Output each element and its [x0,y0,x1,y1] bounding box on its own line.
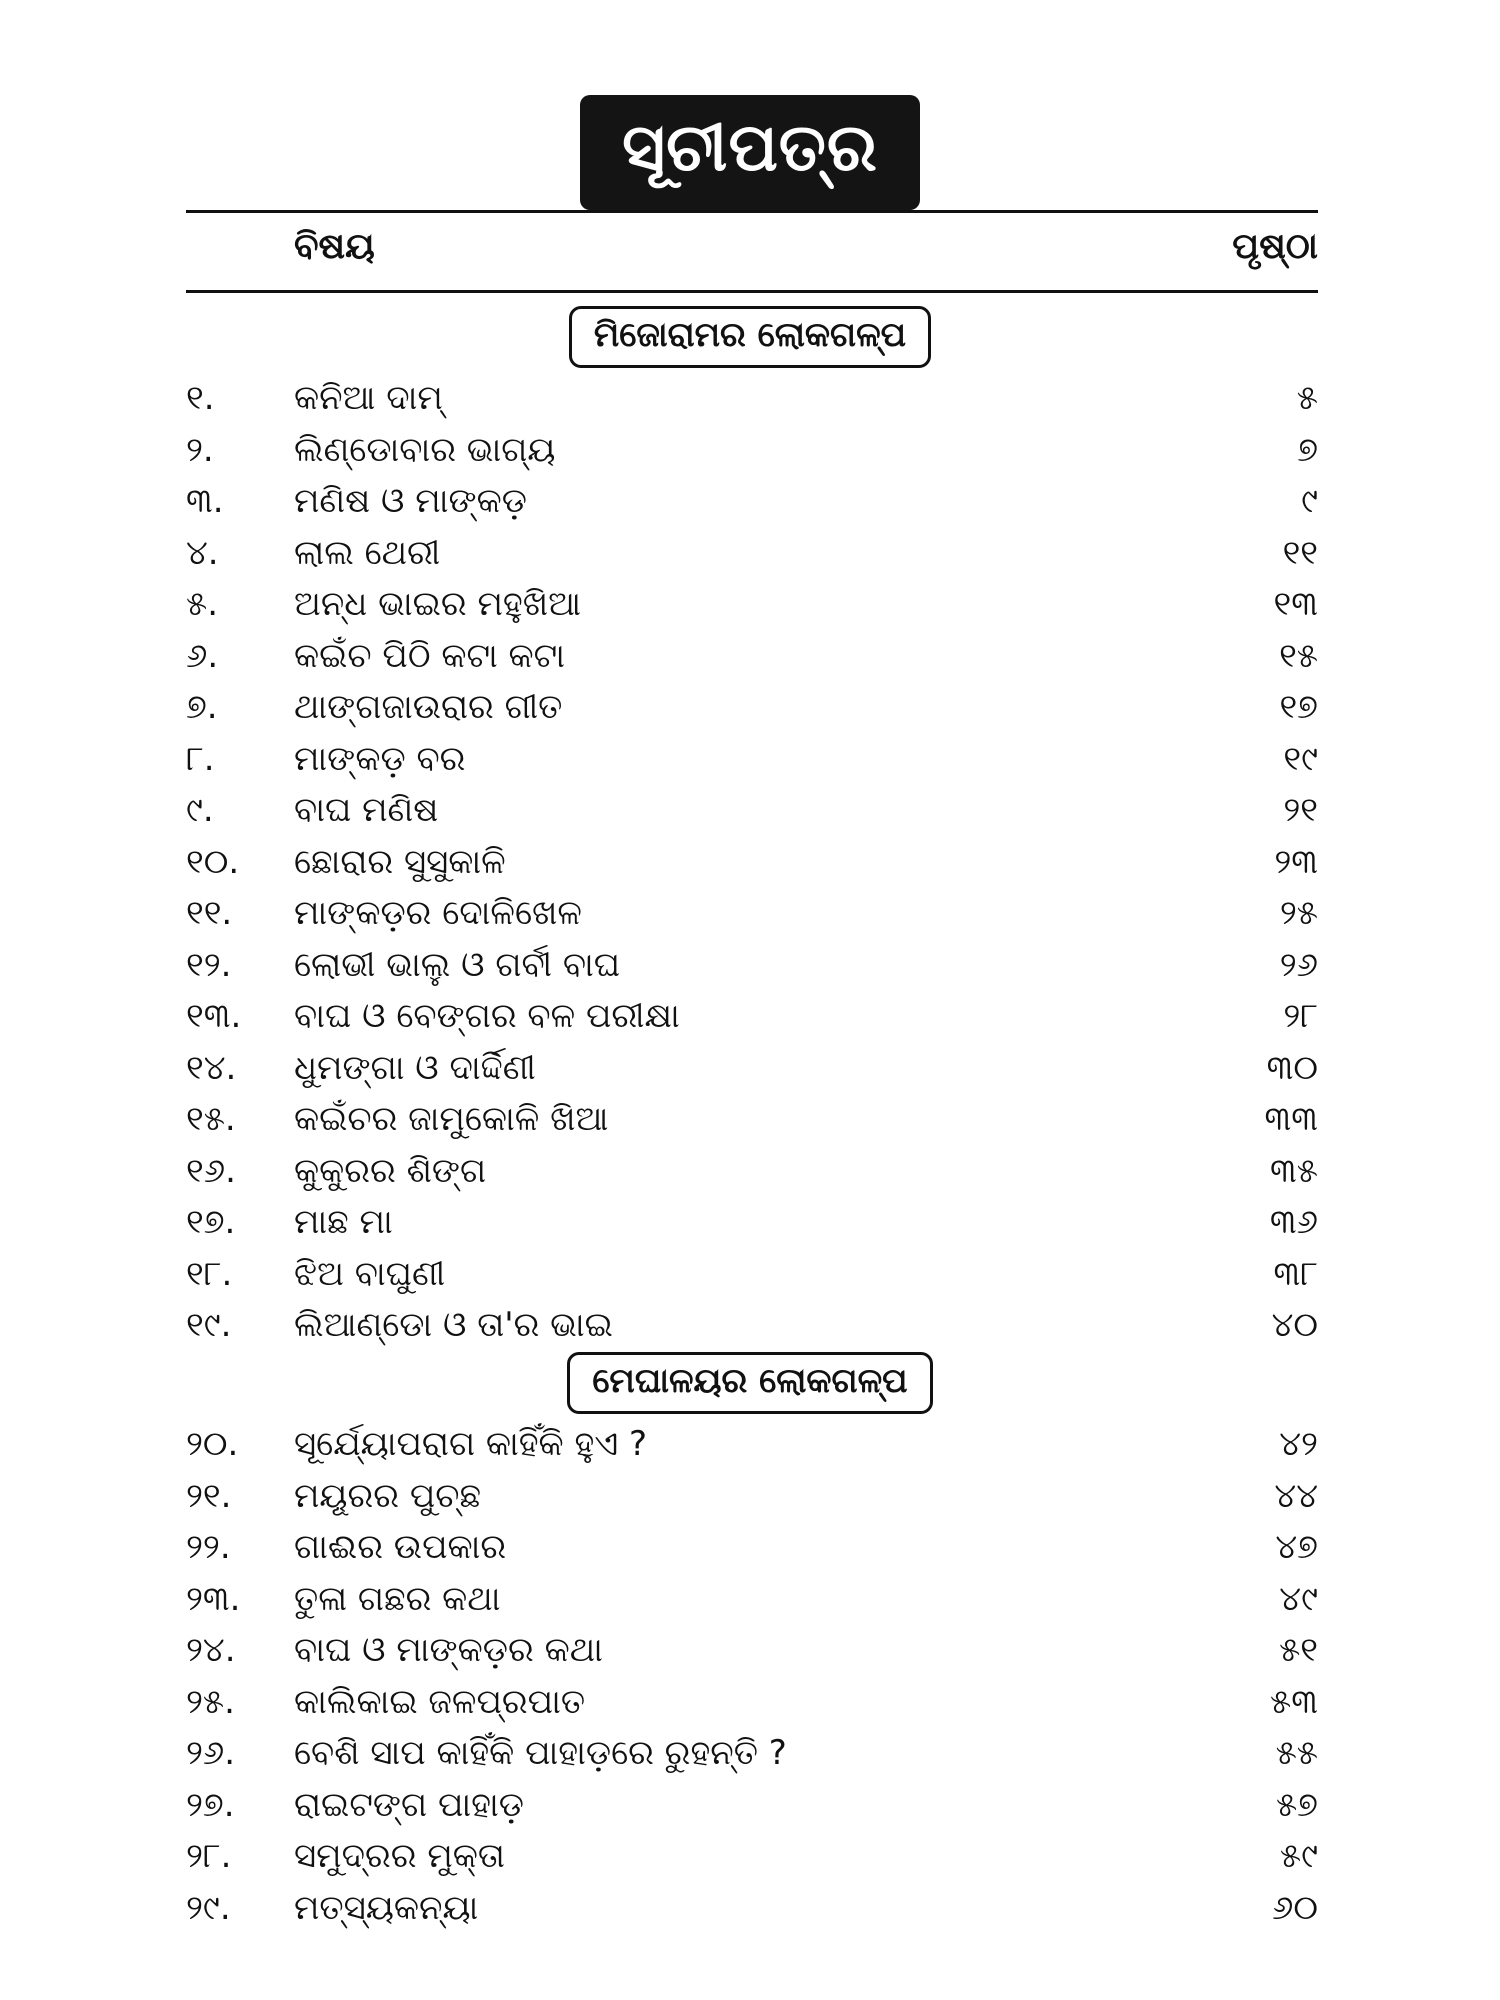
toc-entry [186,1424,1318,1476]
entry-title: ଥାଙ୍ଗଜାଉରାର ଗୀତ [294,687,563,727]
entry-page: ୨୮ [1283,996,1318,1036]
entry-page: ୩୬ [1269,1202,1318,1242]
entry-number: ୨୧. [186,1475,232,1516]
toc-entry [186,996,1318,1048]
toc-entry [186,842,1318,894]
toc-entry [186,533,1318,585]
entry-number: ୨. [186,429,214,470]
entry-title: ସମୁଦ୍ରର ମୁକ୍ତା [294,1836,505,1876]
section-heading-label: ମେଘାଳୟର ଲୋକଗଳ୍ପ [567,1352,932,1414]
entry-title: ମଣିଷ ଓ ମାଙ୍କଡ଼ [294,481,527,521]
entry-title: ସୂର୍ଯ୍ୟୋପରାଗ କାହିଁକି ହୁଏ ? [294,1424,648,1464]
section-heading-mizoram [0,306,1500,368]
entry-number: ୫. [186,584,219,624]
entry-page: ୫୫ [1275,1733,1318,1773]
entry-number: ୧୬. [186,1150,236,1191]
toc-entry [186,1682,1318,1734]
entry-title: କନିଆ ଦାମ୍ [294,378,443,418]
column-header-subject: ବିଷୟ [294,226,375,267]
entry-title: ଛୋରାର ସୁସୁକାଳି [294,841,506,882]
entry-number: ୨୭. [186,1784,235,1825]
entry-title: ଲୋଭୀ ଭାଲୁ ଓ ଗର୍ବୀ ବାଘ [294,944,621,985]
column-header-row [186,222,1318,282]
toc-entry [186,945,1318,997]
entry-page: ୫୭ [1275,1784,1318,1825]
entry-number: ୨୫. [186,1681,235,1722]
toc-entry [186,739,1318,791]
entry-number: ୧୦. [186,841,240,882]
entry-title: କଇଁଚ ପିଠି କଟା କଟା [294,635,566,676]
toc-entry [186,1254,1318,1306]
entry-page: ୬୦ [1272,1887,1318,1928]
entry-title: ଗାଈର ଉପକାର [294,1527,507,1567]
entry-title: ଲାଲ ଥେରୀ [294,532,441,573]
entry-page: ୧୧ [1282,532,1318,573]
toc-entry [186,481,1318,533]
entry-title: କଇଁଚର ଜାମୁକୋଳି ଖିଆ [294,1099,609,1139]
toc-entry [186,1048,1318,1100]
entry-title: ମାଙ୍କଡ଼ର ଦୋଳିଖେଳ [294,893,582,933]
toc-entry [186,1202,1318,1254]
entry-title: ମାଙ୍କଡ଼ ବର [294,738,466,779]
entry-number: ୧୫. [186,1099,236,1139]
entry-page: ୨୬ [1279,944,1318,985]
entry-number: ୧୪. [186,1047,237,1088]
toc-entry [186,1733,1318,1785]
entry-page: ୫୯ [1279,1836,1318,1876]
toc-list-meghalaya [186,1424,1318,1939]
entry-page: ୪୨ [1279,1424,1318,1464]
entry-number: ୧. [186,378,215,418]
entry-number: ୨୦. [186,1424,239,1464]
entry-page: ୫ [1296,378,1318,418]
toc-entry [186,687,1318,739]
entry-page: ୧୯ [1283,738,1318,779]
entry-number: ୬. [186,635,219,676]
entry-title: ଝିଅ ବାଘୁଣୀ [294,1253,446,1294]
toc-entry [186,1099,1318,1151]
header-top-rule [186,210,1318,213]
entry-page: ୨୧ [1283,790,1318,830]
entry-page: ୩୮ [1273,1253,1318,1294]
entry-number: ୨୬. [186,1733,236,1773]
title-wrap [0,95,1500,210]
entry-title: ମୟୂରର ପୁଚ୍ଛ [294,1475,481,1516]
entry-number: ୧୮. [186,1253,233,1294]
entry-title: ବେଶି ସାପ କାହିଁକି ପାହାଡ଼ରେ ରୁହନ୍ତି ? [294,1733,787,1773]
toc-list-mizoram [186,378,1318,1357]
entry-number: ୨୨. [186,1527,231,1567]
toc-entry [186,1151,1318,1203]
entry-number: ୭. [186,687,218,727]
entry-title: ଧୁମଙ୍ଗା ଓ ଦାର୍ଦ୍ଦିଣୀ [294,1047,536,1088]
entry-page: ୩୫ [1270,1150,1318,1191]
entry-title: କାଲିକାଇ ଜଳପ୍ରପାତ [294,1681,586,1722]
entry-page: ୨୩ [1274,841,1318,882]
toc-entry [186,1630,1318,1682]
entry-title: ବାଘ ଓ ମାଙ୍କଡ଼ର କଥା [294,1630,603,1670]
entry-page: ୩୩ [1264,1099,1318,1139]
entry-page: ୪୪ [1274,1475,1318,1516]
entry-number: ୩. [186,481,224,521]
entry-number: ୨୯. [186,1887,231,1928]
entry-page: ୪୯ [1279,1578,1318,1619]
entry-number: ୨୪. [186,1630,236,1670]
entry-page: ୭ [1297,429,1318,470]
toc-entry [186,790,1318,842]
entry-title: କୁକୁରର ଶିଙ୍ଗ [294,1150,487,1191]
header-bottom-rule [186,290,1318,293]
toc-entry [186,430,1318,482]
entry-number: ୧୧. [186,893,233,933]
entry-page: ୧୩ [1273,584,1318,624]
entry-number: ୧୩. [186,996,242,1036]
toc-entry [186,1785,1318,1837]
entry-page: ୧୫ [1279,635,1318,676]
entry-number: ୧୨. [186,944,232,985]
entry-title: ବାଘ ମଣିଷ [294,790,439,830]
toc-entry [186,893,1318,945]
column-header-page: ପୃଷ୍ଠା [1232,226,1318,267]
toc-entry [186,584,1318,636]
entry-number: ୨୩. [186,1578,241,1619]
entry-title: ଲିଆଣ୍ଡୋ ଓ ତା'ର ଭାଇ [294,1305,613,1345]
section-heading-meghalaya [0,1352,1500,1414]
entry-title: ମତ୍ସ୍ୟକନ୍ୟା [294,1887,479,1928]
entry-number: ୨୮. [186,1836,232,1876]
entry-title: ବାଘ ଓ ବେଙ୍ଗର ବଳ ପରୀକ୍ଷା [294,996,680,1036]
entry-title: ତୁଳା ଗଛର କଥା [294,1578,501,1619]
toc-entry [186,1527,1318,1579]
entry-page: ୩୦ [1266,1047,1318,1088]
toc-entry [186,1579,1318,1631]
toc-entry [186,1476,1318,1528]
section-heading-label: ମିଜୋରାମର ଲୋକଗଳ୍ପ [569,306,931,368]
entry-page: ୪୦ [1271,1305,1318,1345]
entry-number: ୮. [186,738,215,779]
entry-page: ୨୫ [1279,893,1318,933]
entry-title: ଅନ୍ଧ ଭାଇର ମହୁଖିଆ [294,584,582,624]
entry-title: ମାଛ ମା [294,1202,393,1242]
entry-number: ୧୭. [186,1202,236,1242]
entry-title: ରାଇଟଙ୍ଗ ପାହାଡ଼ [294,1784,524,1825]
page-title: ସୂଚୀପତ୍ର [580,95,920,210]
toc-entry [186,1836,1318,1888]
entry-number: ୯. [186,790,214,830]
toc-entry [186,378,1318,430]
entry-page: ୯ [1301,481,1318,521]
entry-page: ୫୧ [1279,1630,1318,1670]
entry-number: ୧୯. [186,1305,232,1345]
toc-entry [186,636,1318,688]
entry-page: ୧୭ [1279,687,1318,727]
toc-entry [186,1888,1318,1940]
entry-page: ୫୩ [1270,1681,1318,1722]
toc-entry [186,1305,1318,1357]
entry-page: ୪୭ [1275,1527,1318,1567]
entry-title: ଲିଣ୍ଡୋବାର ଭାଗ୍ୟ [294,429,556,470]
entry-number: ୪. [186,532,219,573]
